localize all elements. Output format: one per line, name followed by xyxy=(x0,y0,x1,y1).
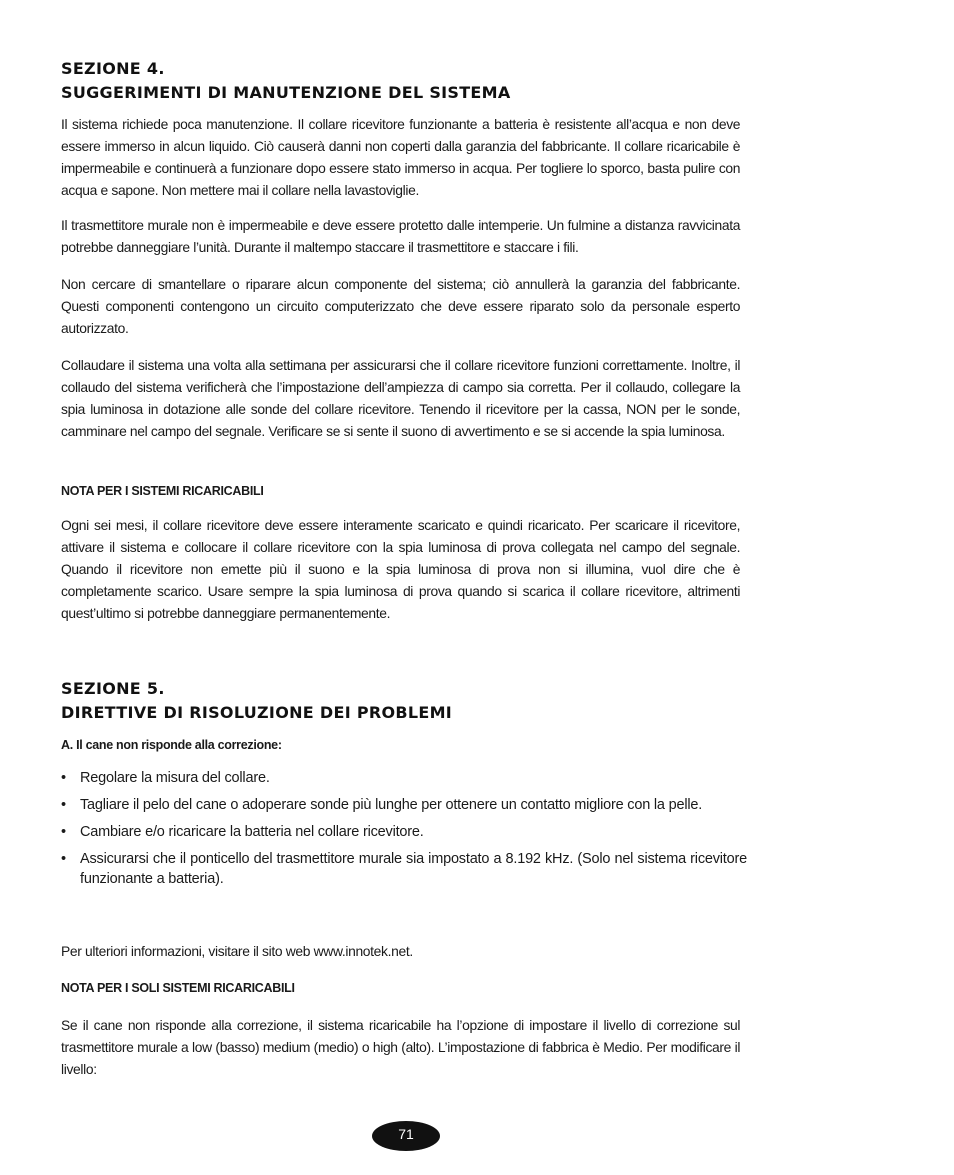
section-5-number: SEZIONE 5. xyxy=(61,679,165,698)
section-4-note-text: Ogni sei mesi, il collare ricevitore deve essere interamente scaricato e quindi ricaricato. Per scaricare il ricevitore, attivare il sistema e collocare il collare ricevitore con la spia luminosa di prova collegata nel campo del segnale. Quando il ricevitore non emette più il suono e la spia luminosa di prova non si illumina, vuol dire che è completamente scarico. Usare sempre la spia luminosa di prova quando si scarica il collare ricevitore, altrimenti quest’ultimo si potrebbe danneggiare permanentemente. xyxy=(61,517,741,621)
info-text: Per ulteriori informazioni, visitare il sito web www.innotek.net. xyxy=(61,943,413,959)
page-number: 71 xyxy=(372,1121,440,1151)
bullet-marker: • xyxy=(61,797,66,813)
section-5-note-text: Se il cane non risponde alla correzione, il sistema ricaricabile ha l’opzione di impostare il livello di correzione sul trasmettitore murale a low (basso) medium (medio) o high (alto). L’impostazione di fabbrica è Medio. Per modificare il livello: xyxy=(61,1017,741,1077)
section-5-note-heading: NOTA PER I SOLI SISTEMI RICARICABILI xyxy=(61,981,295,995)
section-4-note-heading: NOTA PER I SISTEMI RICARICABILI xyxy=(61,484,264,498)
section-5-heading xyxy=(61,677,452,725)
list-item-text: Assicurarsi che il ponticello del trasmettitore murale sia impostato a 8.192 kHz. (Solo nel sistema ricevitore funzionante a batteria). xyxy=(80,851,747,887)
section-5-subheading: A. Il cane non risponde alla correzione: xyxy=(61,738,282,752)
section-4-paragraph-3: Non cercare di smantellare o riparare alcun componente del sistema; ciò annullerà la garanzia del fabbricante. Questi componenti contengono un circuito computerizzato che deve essere riparato solo da personale esperto autorizzato. xyxy=(61,276,741,336)
section-4-number: SEZIONE 4. xyxy=(61,59,165,78)
list-item-text: Cambiare e/o ricaricare la batteria nel collare ricevitore. xyxy=(80,824,424,840)
section-4-paragraph-1: Il sistema richiede poca manutenzione. Il collare ricevitore funzionante a batteria è resistente all’acqua e non deve essere immerso in alcun liquido. Ciò causerà danni non coperti dalla garanzia del fabbricante. Il collare ricaricabile è impermeabile e continuerà a funzionare dopo essere stato immerso in acqua. Per togliere lo sporco, basta pulire con acqua e sapone. Non mettere mai il collare nella lavastoviglie. xyxy=(61,116,741,198)
list-item-text: Regolare la misura del collare. xyxy=(80,770,270,786)
list-item xyxy=(61,768,747,788)
section-4-heading xyxy=(61,57,511,105)
section-4-paragraph-4: Collaudare il sistema una volta alla settimana per assicurarsi che il collare ricevitore funzioni correttamente. Inoltre, il collaudo del sistema verificherà che l’impostazione dell’ampiezza di campo sia corretta. Per il collaudo, collegare la spia luminosa in dotazione alle sonde del collare ricevitore. Tenendo il ricevitore per la cassa, NON per le sonde, camminare nel campo del segnale. Verificare se si sente il suono di avvertimento e se si accende la spia luminosa. xyxy=(61,357,741,439)
section-5-title: DIRETTIVE DI RISOLUZIONE DEI PROBLEMI xyxy=(61,703,453,722)
list-item xyxy=(61,795,747,815)
list-item-text: Tagliare il pelo del cane o adoperare sonde più lunghe per ottenere un contatto migliore con la pelle. xyxy=(80,797,703,813)
section-4-paragraph-2: Il trasmettitore murale non è impermeabile e deve essere protetto dalle intemperie. Un fulmine a distanza ravvicinata potrebbe danneggiare l’unità. Durante il maltempo staccare il trasmettitore e staccare i fili. xyxy=(61,217,741,255)
bullet-marker: • xyxy=(61,851,66,867)
troubleshooting-list xyxy=(61,768,747,896)
bullet-marker: • xyxy=(61,824,66,840)
section-4-title: SUGGERIMENTI DI MANUTENZIONE DEL SISTEMA xyxy=(61,83,511,102)
list-item xyxy=(61,849,747,889)
bullet-marker: • xyxy=(61,770,66,786)
list-item xyxy=(61,822,747,842)
